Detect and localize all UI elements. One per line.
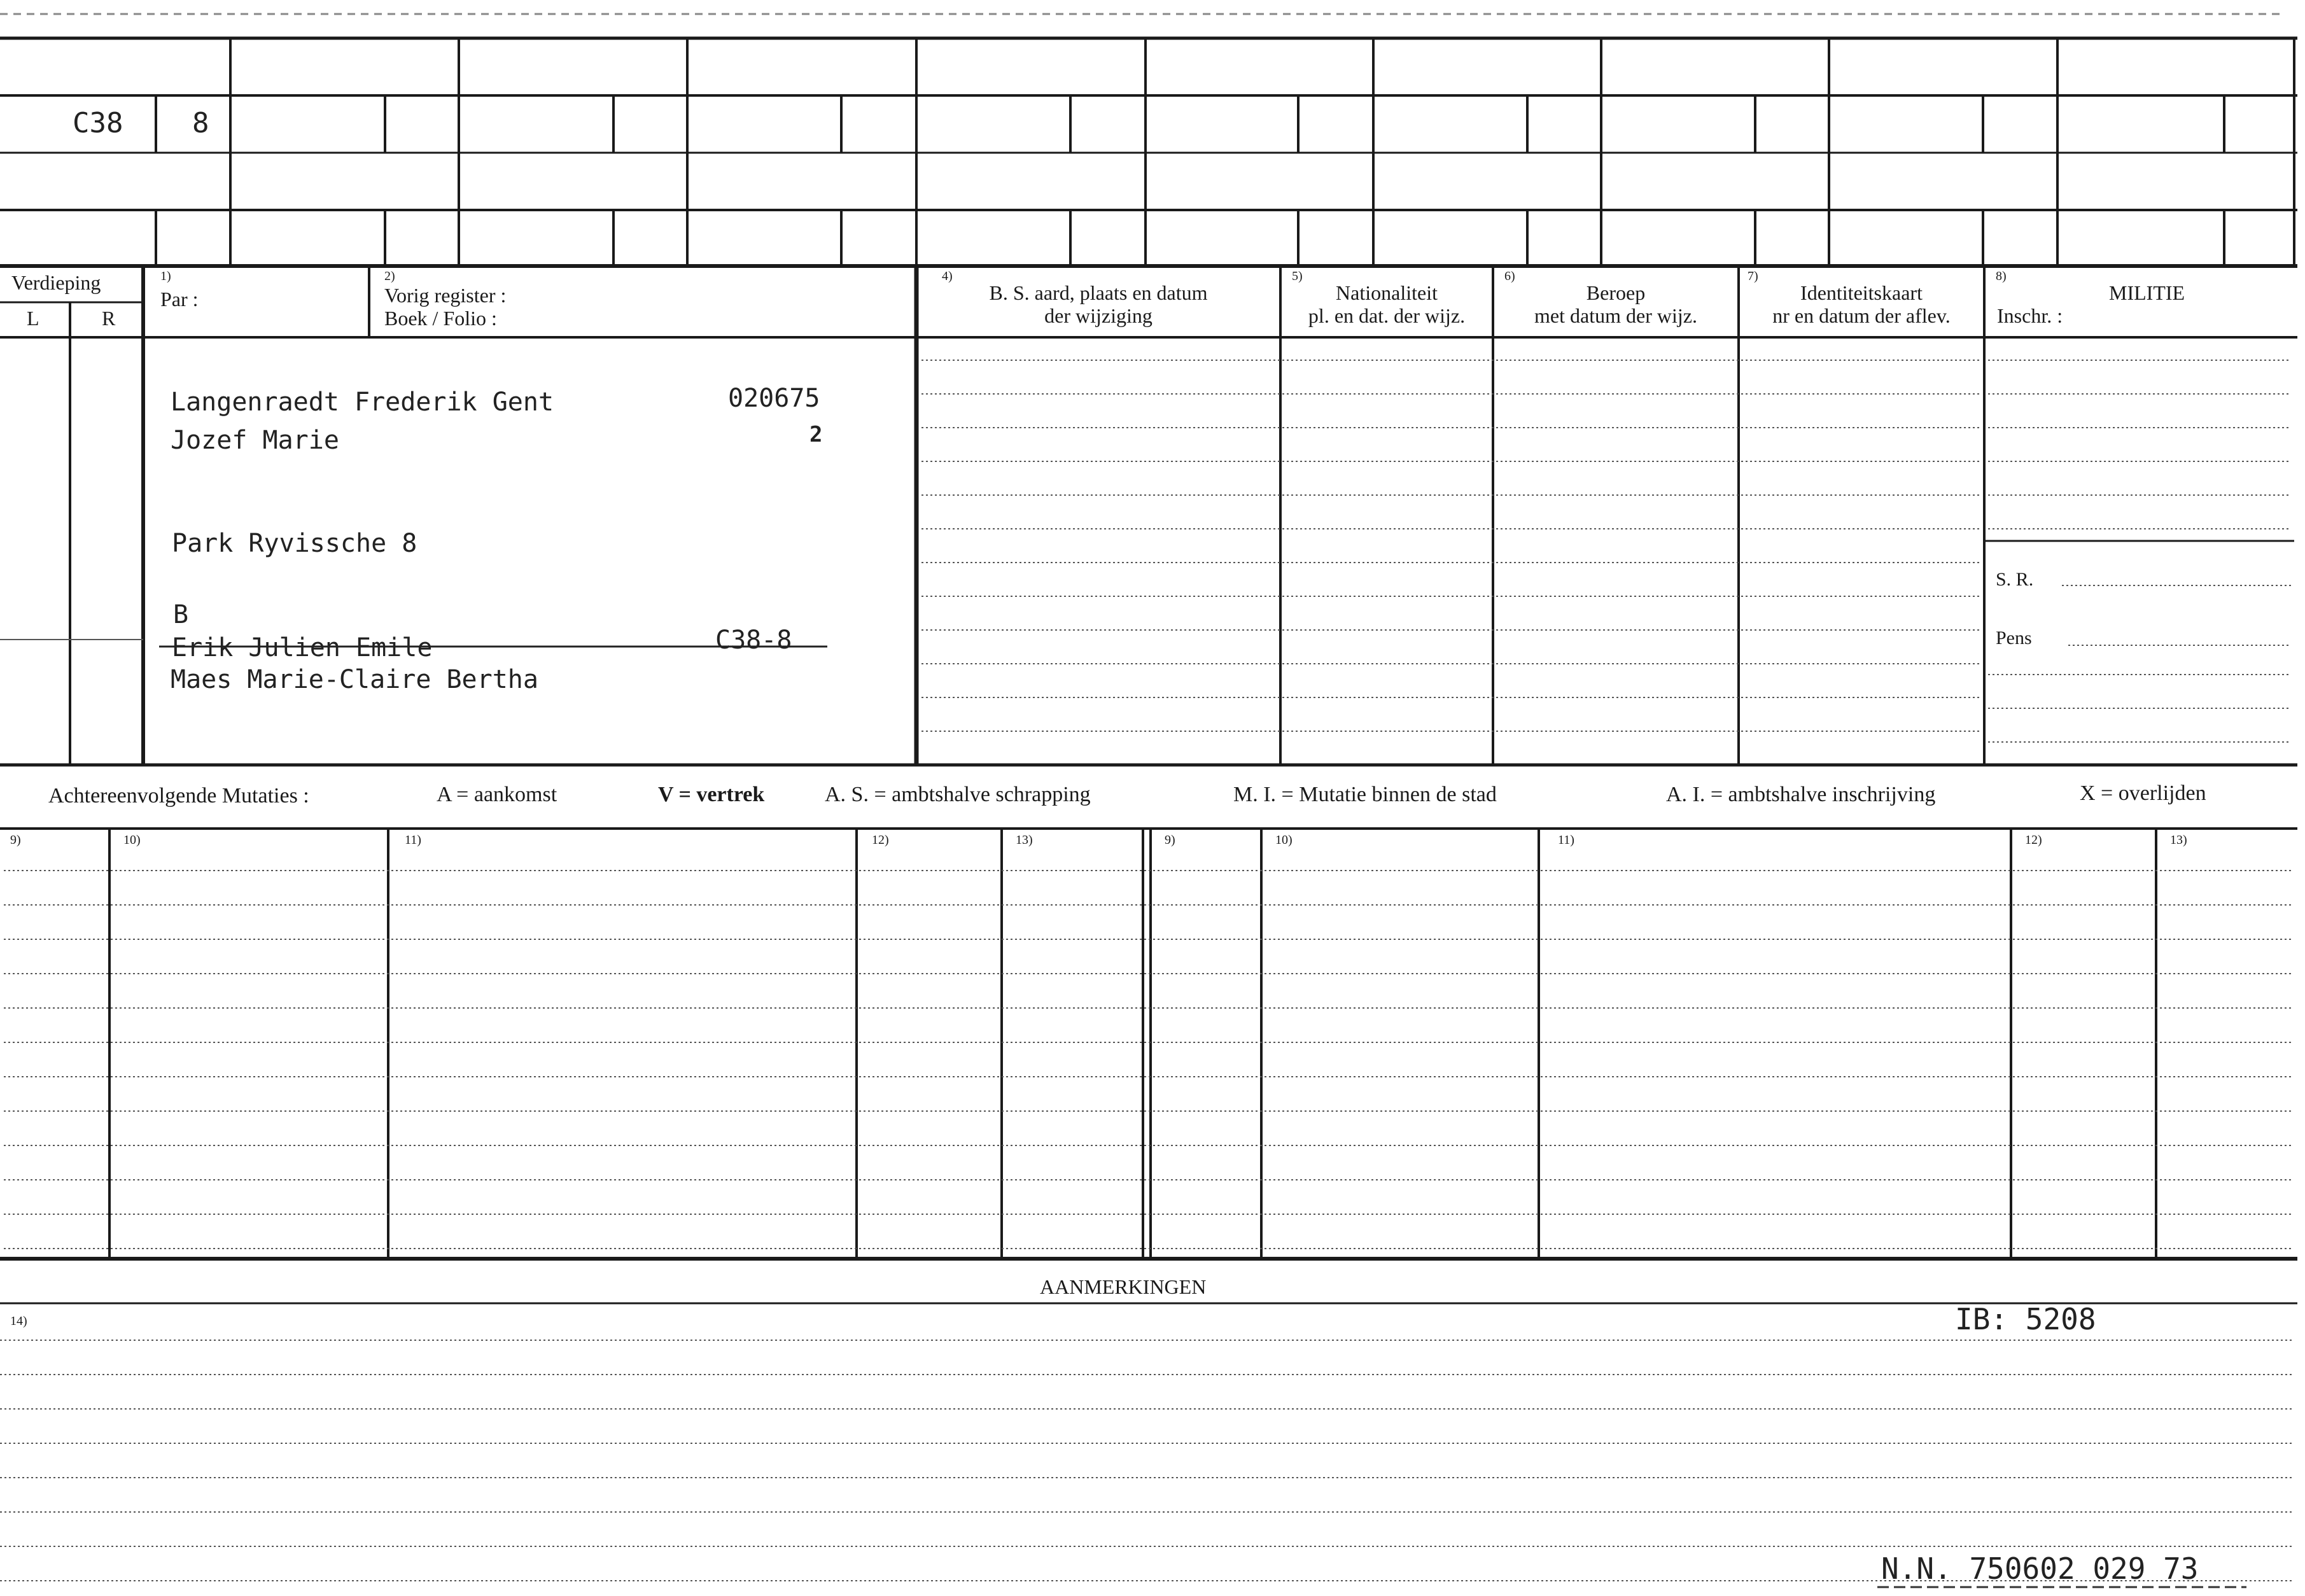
remarks-number: 14) — [10, 1314, 27, 1328]
floor-right: R — [102, 307, 116, 330]
floor-label: Verdieping — [11, 271, 101, 294]
legend-as: A. S. = ambtshalve schrapping — [825, 783, 1091, 806]
code-suffix: 2 — [809, 422, 823, 447]
mut-col-11b: 11) — [1558, 833, 1574, 847]
district-code: C38 — [73, 107, 123, 139]
mut-col-13b: 13) — [2170, 833, 2187, 847]
col1-label: Par : — [160, 288, 199, 311]
mut-col-9: 9) — [10, 833, 21, 847]
col7-line2: nr en datum der aflev. — [1772, 304, 1951, 327]
legend-ai: A. I. = ambtshalve inschrijving — [1666, 783, 1936, 806]
struck-name: Erik Julien Emile — [172, 633, 433, 662]
mut-col-10b: 10) — [1275, 833, 1293, 847]
struck-code: C38-8 — [715, 626, 792, 655]
nn-number: N.N. 750602 029 73 — [1881, 1551, 2199, 1586]
militia-title: MILITIE — [2109, 281, 2185, 304]
name-line-1: Langenraedt Frederik Gent — [171, 388, 554, 417]
col6-line1: Beroep — [1586, 281, 1646, 304]
col1-number: 1) — [160, 269, 171, 283]
mut-col-12b: 12) — [2025, 833, 2042, 847]
col2-line1: Vorig register : — [384, 284, 507, 307]
mut-col-12: 12) — [872, 833, 889, 847]
col6-line2: met datum der wijz. — [1534, 304, 1697, 327]
militia-inschr: Inschr. : — [1997, 304, 2063, 327]
col5-line2: pl. en dat. der wijz. — [1308, 304, 1466, 327]
mut-col-13: 13) — [1016, 833, 1033, 847]
col4-number: 4) — [942, 269, 953, 283]
militia-sr: S. R. — [1996, 569, 2034, 590]
remarks-title: AANMERKINGEN — [1040, 1275, 1207, 1298]
col6-number: 6) — [1504, 269, 1515, 283]
birth-code: 020675 — [728, 384, 820, 413]
legend-a: A = aankomst — [437, 783, 557, 806]
col4-line2: der wijziging — [1044, 304, 1152, 327]
legend-v: V = vertrek — [658, 783, 765, 806]
mut-col-11: 11) — [405, 833, 421, 847]
col5-number: 5) — [1292, 269, 1303, 283]
militia-pens: Pens — [1996, 627, 2032, 648]
letter-b: B — [173, 600, 189, 629]
legend-mi: M. I. = Mutatie binnen de stad — [1233, 783, 1497, 806]
col7-number: 7) — [1748, 269, 1758, 283]
mut-col-10: 10) — [123, 833, 141, 847]
mut-col-9b: 9) — [1165, 833, 1175, 847]
col8-number: 8) — [1996, 269, 2007, 283]
legend-x: X = overlijden — [2080, 781, 2206, 805]
address: Park Ryvissche 8 — [172, 529, 417, 558]
col2-line2: Boek / Folio : — [384, 307, 497, 330]
col4-line1: B. S. aard, plaats en datum — [989, 281, 1208, 304]
mother-name: Maes Marie-Claire Bertha — [171, 665, 538, 694]
col2-number: 2) — [384, 269, 395, 283]
col5-line1: Nationaliteit — [1336, 281, 1438, 304]
house-number: 8 — [192, 107, 209, 139]
floor-left: L — [27, 307, 39, 330]
mutations-title: Achtereenvolgende Mutaties : — [48, 784, 309, 808]
name-line-2: Jozef Marie — [171, 426, 339, 455]
ib-number: IB: 5208 — [1955, 1302, 2096, 1336]
col7-line1: Identiteitskaart — [1800, 281, 1923, 304]
